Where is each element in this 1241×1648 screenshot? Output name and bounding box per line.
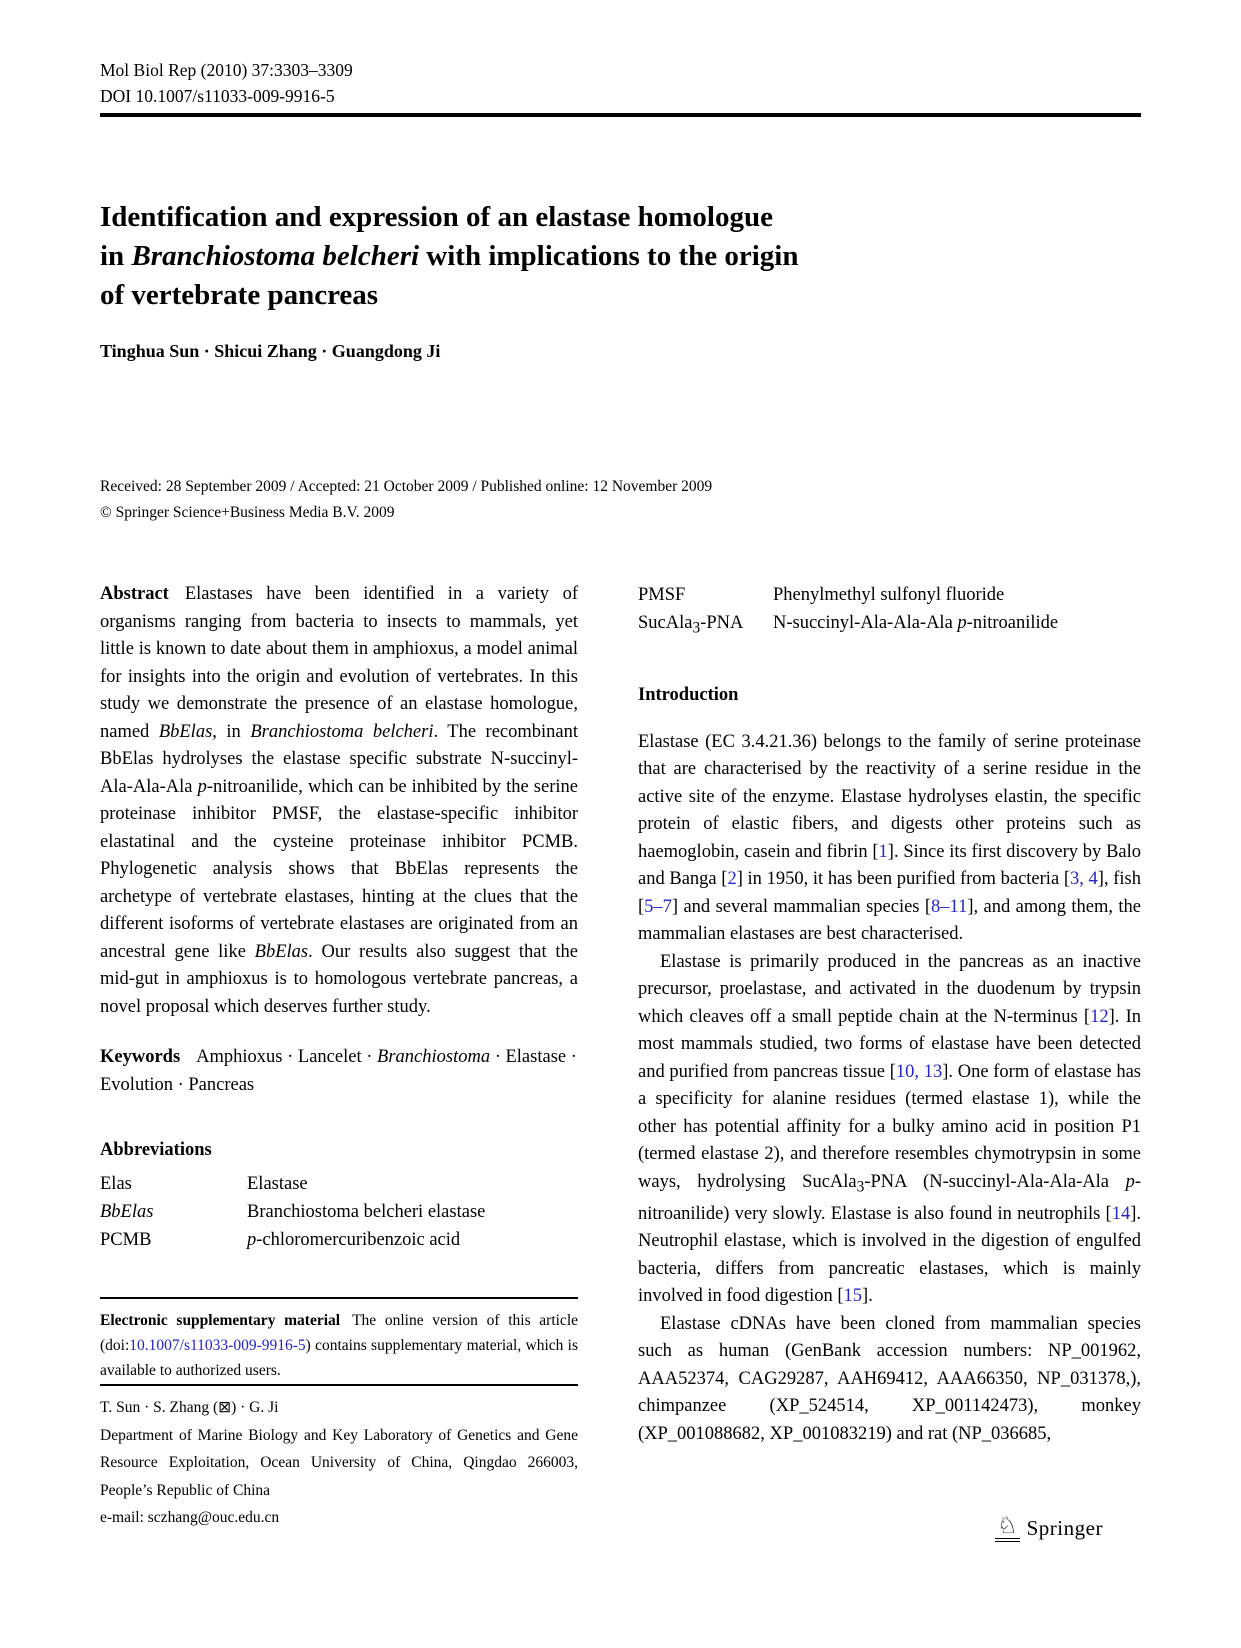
introduction-paragraph: Elastase is primarily produced in the pancreas as an inactive precursor, proelastase, and activated in the duodenum by trypsin which cleaves off a small peptide chain at the N-terminus [12]. In most mammals studied, two forms of elastase have been detected and purified from pancreas tissue [10, 13]. One form of elastase has a specificity for alanine residues (termed elastase 1), while the other has potential affinity for a bulky amino acid in position P1 (termed elastase 2), and therefore resembles chymotrypsin in some ways, hydrolysing SucAla$_3$-PNA (N-succinyl-Ala-Ala-Ala p-nitroanilide) very slowly. Elastase is also found in neutrophils [14]. Neutrophil elastase, which is involved in the digestion of engulfed bacteria, differs from pancreatic elastases, which is mainly involved in food digestion [15].: [638, 951, 1141, 1307]
title-line-2: in Branchiostoma belcheri with implications to the origin: [100, 240, 799, 272]
left-column: [100, 581, 578, 1021]
footnote-authors: T. Sun · S. Zhang (⊠) · G. Ji: [100, 1399, 279, 1416]
abbreviation-term: SucAla$_3$-PNA: [638, 613, 744, 637]
citation-link[interactable]: 5–7: [644, 896, 672, 917]
introduction-paragraph: Elastase (EC 3.4.21.36) belongs to the family of serine proteinase that are characterised by the reactivity of a serine residue in the active site of the enzyme. Elastase hydrolyses elastin, the specific protein of elastic fibers, and digests other proteins such as haemoglobin, casein and fibrin [1]. Since its first discovery by Balo and Banga [2] in 1950, it has been purified from bacteria [3, 4], fish [5–7] and several mammalian species [8–11], and among them, the mammalian elastases are best characterised.: [638, 731, 1142, 945]
header-rule: [100, 113, 1141, 117]
abbreviation-term: PCMB: [100, 1230, 152, 1250]
abbreviation-definition: N-succinyl-Ala-Ala-Ala p-nitroanilide: [773, 613, 1059, 633]
keywords-block: Keywords Amphioxus · Lancelet · Branchiostoma · Elastase · Evolution · Pancreas: [100, 1047, 577, 1095]
abbreviation-definition: Phenylmethyl sulfonyl fluoride: [773, 585, 1005, 605]
doi-line: DOI 10.1007/s11033-009-9916-5: [100, 86, 335, 106]
received-line: Received: 28 September 2009 / Accepted: 21 October 2009 / Published online: 12 November 2009: [100, 478, 713, 495]
abbreviation-definition: Elastase: [247, 1174, 308, 1194]
citation-link[interactable]: 15: [843, 1286, 863, 1307]
right-column: [638, 581, 1141, 1448]
footnote-affiliation: Department of Marine Biology and Key Laboratory of Genetics and Gene Resource Exploitation, Ocean University of China, Qingdao 266003, People’s Republic of China: [100, 1426, 578, 1499]
citation-link[interactable]: 10, 13: [895, 1061, 943, 1082]
abbreviations-list-right: [638, 581, 1141, 643]
supplementary-material-note: Electronic supplementary material The online version of this article (doi:10.1007/s11033-009-9916-5) contains supplementary material, which is available to authorized users.: [100, 1297, 578, 1383]
abbreviation-definition: Branchiostoma belcheri elastase: [247, 1202, 486, 1222]
introduction-heading: Introduction: [638, 684, 739, 705]
publisher-label: Springer: [1026, 1515, 1103, 1540]
citation-link[interactable]: 2: [727, 869, 737, 890]
abbreviation-row: [100, 1198, 578, 1226]
citation-link[interactable]: 3, 4: [1069, 869, 1098, 890]
journal-header: [100, 57, 353, 109]
copyright-line: © Springer Science+Business Media B.V. 2009: [100, 503, 395, 521]
citation-link[interactable]: 12: [1090, 1006, 1109, 1027]
abbreviation-row: [100, 1226, 578, 1254]
abbreviation-row: [638, 609, 1141, 643]
citation-link[interactable]: 8–11: [931, 896, 968, 917]
publisher-logo: [995, 1514, 1103, 1542]
page-title: [100, 198, 1060, 315]
authors-line: Tinghua Sun · Shicui Zhang · Guangdong Ji: [100, 341, 441, 361]
author-footnote: [100, 1384, 578, 1532]
footnote-email: e-mail: sczhang@ouc.edu.cn: [100, 1509, 280, 1526]
abbreviation-definition: p-chloromercuribenzoic acid: [247, 1230, 461, 1250]
citation-link[interactable]: 1: [878, 841, 888, 862]
abstract-paragraph: Abstract Elastases have been identified in a variety of organisms ranging from bacteria to insects to mammals, yet little is known to date about them in amphioxus, a model animal for insights into the origin and evolution of vertebrates. In this study we demonstrate the presence of an elastase homologue, named BbElas, in Branchiostoma belcheri. The recombinant BbElas hydrolyses the elastase specific substrate N-succinyl-Ala-Ala-Ala p-nitroanilide, which can be inhibited by the serine proteinase inhibitor PMSF, the elastase-specific inhibitor elastatinal and the cysteine proteinase inhibitor PCMB. Phylogenetic analysis shows that BbElas represents the archetype of vertebrate elastases, hinting at the clues that the different isoforms of vertebrate elastases are originated from an ancestral gene like BbElas. Our results also suggest that the mid-gut in amphioxus is to homologous vertebrate pancreas, a novel proposal which deserves further study.: [100, 584, 579, 1017]
title-line-1: Identification and expression of an elastase homologue: [100, 201, 773, 233]
abbreviation-row: [100, 1170, 578, 1198]
springer-horse-icon: ♘: [995, 1514, 1020, 1542]
abbreviation-term: BbElas: [100, 1202, 154, 1222]
abbreviation-row: [638, 581, 1141, 609]
dates-block: [100, 474, 712, 525]
abbreviations-list-left: [100, 1170, 578, 1254]
title-line-3: of vertebrate pancreas: [100, 279, 379, 311]
abbreviation-term: PMSF: [638, 585, 686, 605]
abbreviations-heading: Abbreviations: [100, 1140, 212, 1160]
doi-link[interactable]: 10.1007/s11033-009-9916-5: [129, 1337, 306, 1354]
citation-link[interactable]: 14: [1111, 1203, 1131, 1224]
abbreviation-term: Elas: [100, 1174, 132, 1194]
introduction-paragraph: Elastase cDNAs have been cloned from mammalian species such as human (GenBank accession numbers: NP_001962, AAA52374, CAG29287, AAH69412, AAA66350, NP_031378,), chimpanzee (XP_524514, XP_001142473), monkey (XP_001088682, XP_001083219) and rat (NP_036685,: [638, 1313, 1141, 1444]
journal-citation: Mol Biol Rep (2010) 37:3303–3309: [100, 60, 353, 80]
